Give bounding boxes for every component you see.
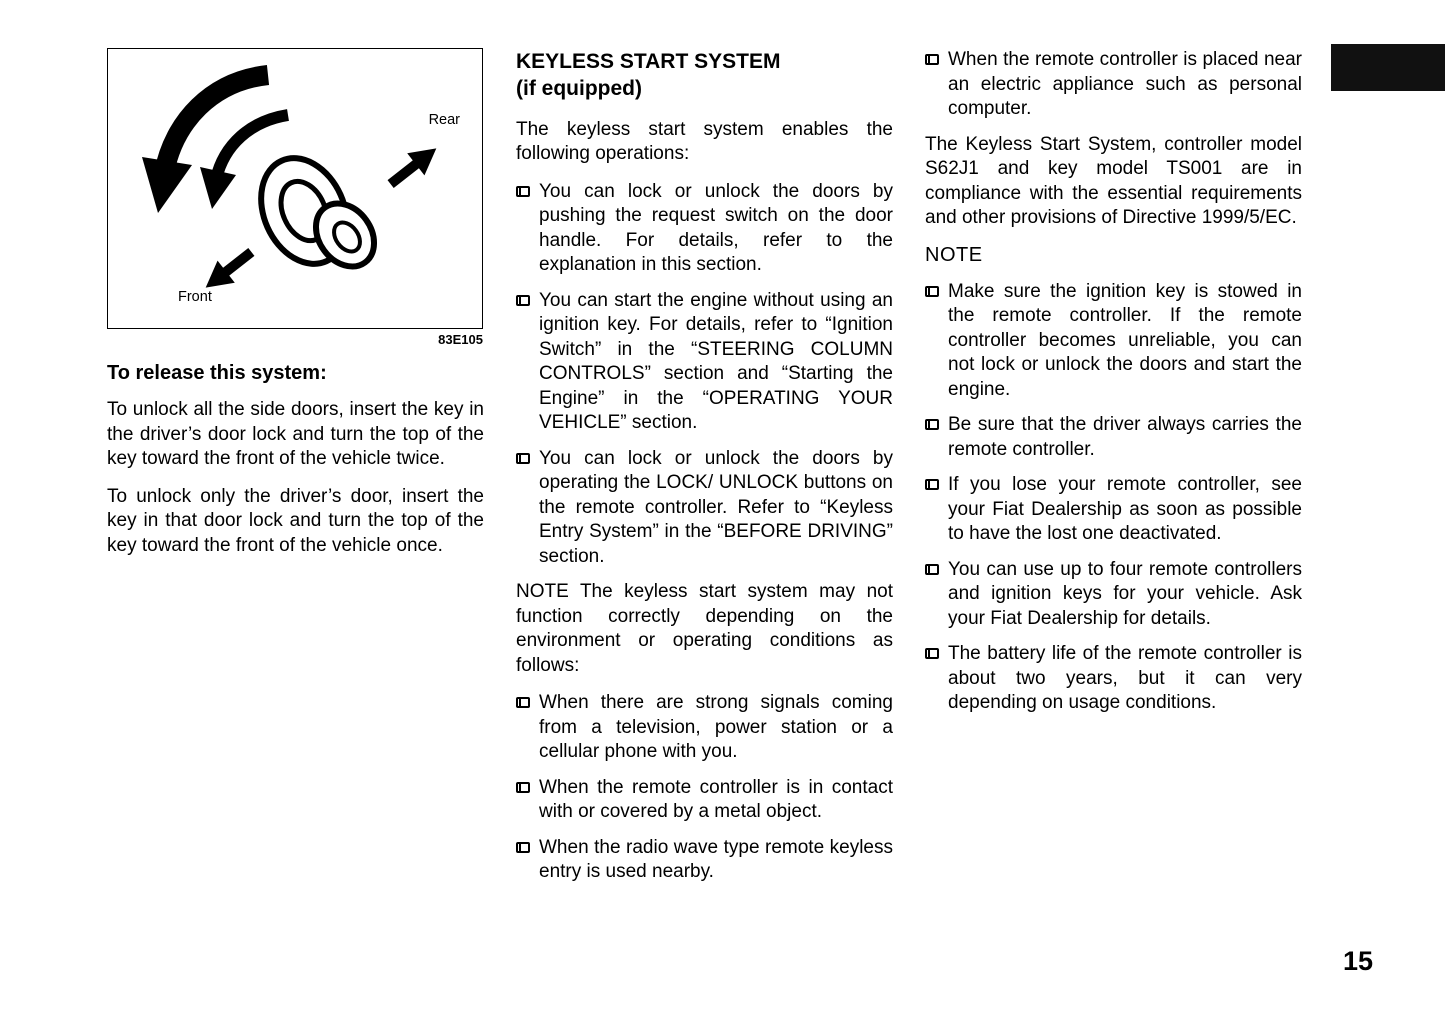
bullet-item [516,691,893,765]
middle-column [516,48,893,896]
left-column [107,362,484,571]
bullet-text: You can use up to four remote controllers and ignition keys for your vehicle. Ask your Fiat Dealership for details. [948,558,1302,629]
figure-label-front: Front [178,289,212,305]
bullet-square-icon [925,286,939,297]
right-column [925,48,1302,727]
bullet-text: Make sure the ignition key is stowed in the remote controller. If the remote controller becomes unreliable, you can not lock or unlock the doors and start the engine. [948,280,1302,400]
bullet-square-icon [925,648,939,659]
bullet-item [925,642,1302,716]
bullet-text: The battery life of the remote controller is about two years, but it can very depending on usage conditions. [948,643,1302,713]
release-paragraph-2: To unlock only the driver’s door, insert the key in that door lock and turn the top of the key toward the front of the vehicle once. [107,485,484,556]
bullet-text: When the radio wave type remote keyless entry is used nearby. [539,836,893,883]
bullet-square-icon [925,564,939,575]
key-rotation-illustration [108,49,482,328]
rear-direction-arrow [382,137,445,195]
bullet-square-icon [516,697,530,708]
page-number: 15 [1342,946,1373,976]
bullet-text: When there are strong signals coming from a television, power station or a cellular phone with you. [539,692,893,763]
release-paragraph-1: To unlock all the side doors, insert the key in the driver’s door lock and turn the top of the key toward the front of the vehicle twice. [107,399,484,469]
section-heading [516,48,893,103]
bullet-item [516,836,893,885]
bullet-text: You can start the engine without using an ignition key. For details, refer to “Ignition Switch” in the “STEERING COLUMN CONTROLS” section and “Starting the Engine” in the “OPERATING YOUR VEHICLE” section. [539,289,893,434]
bullet-square-icon [516,782,530,793]
bullet-item [925,413,1302,462]
figure-caption: 83E105 [438,332,483,347]
release-system-heading: To release this system: [107,362,327,384]
bullet-item [925,280,1302,403]
bullet-square-icon [516,295,530,306]
bullet-square-icon [925,479,939,490]
key-diagram-figure [107,48,483,329]
bullet-text: Be sure that the driver always carries the remote controller. [948,414,1302,460]
bullet-item [516,289,893,436]
note-intro-paragraph: NOTE The keyless start system may not function correctly depending on the environment or operating conditions as follows: [516,581,893,676]
compliance-paragraph: The Keyless Start System, controller model S62J1 and key model TS001 are in compliance with the essential requirements and other provisions of Directive 1999/5/EC. [925,133,1302,228]
intro-paragraph: The keyless start system enables the following operations: [516,118,893,165]
bullet-text: When the remote controller is placed near an electric appliance such as personal computer. [948,49,1302,119]
section-tab-marker [1331,44,1445,91]
bullet-square-icon [925,419,939,430]
bullet-square-icon [516,453,530,464]
bullet-item [516,447,893,570]
section-heading-line2: (if equipped) [516,77,642,101]
note-heading: NOTE [925,243,983,266]
bullet-square-icon [516,186,530,197]
rotate-arrow-inner-head [200,167,236,209]
section-heading-line1: KEYLESS START SYSTEM [516,50,781,73]
bullet-text: When the remote controller is in contact with or covered by a metal object. [539,776,893,823]
bullet-square-icon [925,54,939,65]
bullet-item [925,558,1302,632]
bullet-text: If you lose your remote controller, see your Fiat Dealership as soon as possible to have the lost one deactivated. [948,474,1302,544]
rotate-arrow-outer-head [142,157,192,213]
bullet-item [925,48,1302,122]
bullet-square-icon [516,842,530,853]
bullet-text: You can lock or unlock the doors by operating the LOCK/ UNLOCK buttons on the remote controller. Refer to “Keyless Entry System” in the “BEFORE DRIVING” section. [539,447,893,567]
figure-label-rear: Rear [428,112,460,128]
bullet-item [925,473,1302,547]
bullet-item [516,180,893,278]
bullet-item [516,776,893,825]
bullet-text: You can lock or unlock the doors by pushing the request switch on the door handle. For details, refer to the explanation in this section. [539,180,893,276]
